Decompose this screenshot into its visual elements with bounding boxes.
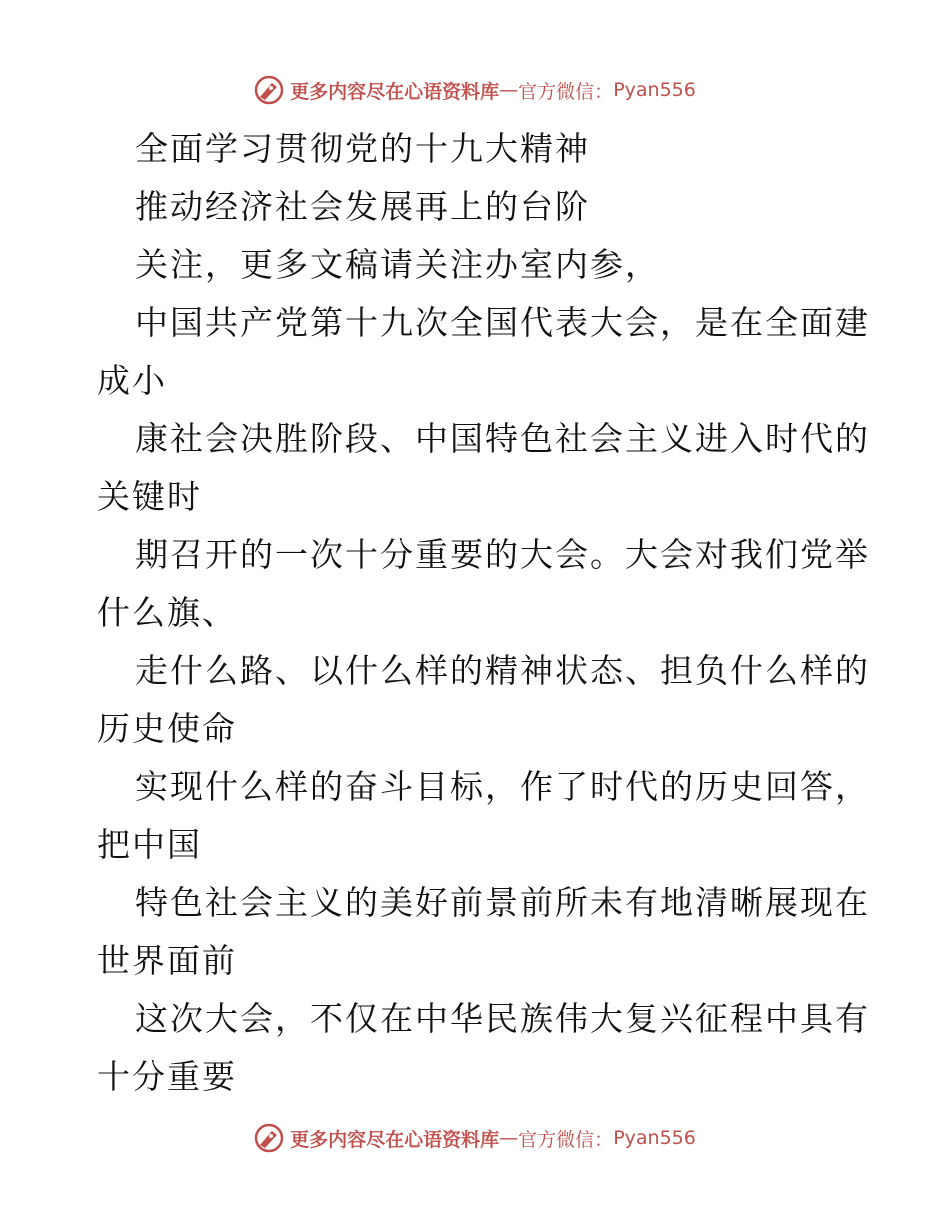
text-line: 十分重要	[97, 1057, 237, 1096]
text-line: 推动经济社会发展再上的台阶	[135, 187, 590, 226]
text-line: 特色社会主义的美好前景前所未有地清晰展现在	[135, 883, 870, 922]
text-line: 康社会决胜阶段、中国特色社会主义进入时代的	[135, 419, 870, 458]
pen-nib-logo-icon	[254, 1123, 284, 1153]
text-line: 走什么路、以什么样的精神状态、担负什么样的	[135, 651, 870, 690]
watermark-wechat-label: 官方微信：	[518, 80, 614, 103]
text-line: 世界面前	[97, 941, 237, 980]
text-line: 中国共产党第十九次全国代表大会，是在全面建	[135, 303, 870, 342]
text-line: 把中国	[97, 825, 202, 864]
watermark-wechat-id: Pyan556	[613, 1127, 696, 1149]
watermark-brand: 更多内容尽在心语资料库	[290, 80, 500, 103]
text-line: 关键时	[97, 477, 202, 516]
header-watermark	[0, 70, 950, 110]
text-line: 什么旗、	[97, 593, 237, 632]
text-line: 成小	[97, 361, 167, 400]
text-line: 这次大会，不仅在中华民族伟大复兴征程中具有	[135, 999, 870, 1038]
document-body	[97, 120, 870, 1106]
pen-nib-logo-icon	[254, 75, 284, 105]
text-line: 关注，更多文稿请关注办室内参，	[135, 245, 660, 284]
watermark-separator: —	[499, 79, 519, 101]
watermark-wechat-label: 官方微信：	[518, 1128, 614, 1151]
text-line: 实现什么样的奋斗目标，作了时代的历史回答，	[135, 767, 870, 806]
footer-watermark	[0, 1118, 950, 1158]
text-line: 历史使命	[97, 709, 237, 748]
watermark-wechat-id: Pyan556	[613, 79, 696, 101]
text-line: 期召开的一次十分重要的大会。大会对我们党举	[135, 535, 870, 574]
text-line: 全面学习贯彻党的十九大精神	[135, 129, 590, 168]
watermark-separator: —	[499, 1127, 519, 1149]
watermark-brand: 更多内容尽在心语资料库	[290, 1128, 500, 1151]
